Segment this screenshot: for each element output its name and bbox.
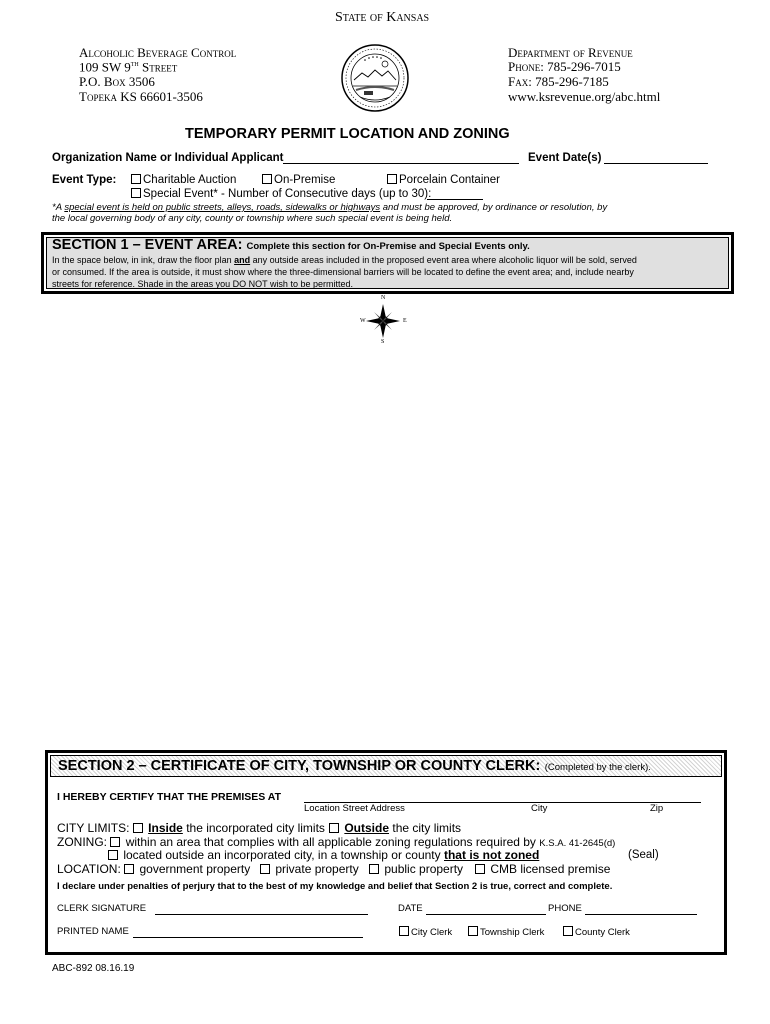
public-property-label: public property — [384, 862, 464, 876]
section-1-line3: streets for reference. Shade in the areas you DO NOT wish to be permitted. — [52, 279, 353, 289]
porcelain-container-label: Porcelain Container — [399, 174, 501, 186]
compass-e: E — [403, 318, 407, 324]
event-dates-label: Event Date(s) — [528, 152, 602, 164]
section-1-heading-row — [52, 237, 530, 253]
checkbox-outside-city-limits[interactable] — [329, 823, 339, 833]
phone-field[interactable] — [585, 903, 697, 915]
phone-label: PHONE — [548, 903, 582, 914]
inside-rest-label: the incorporated city limits — [186, 821, 325, 835]
website-link: www.ksrevenue.org/abc.html — [508, 89, 661, 104]
street-address-sup: th — [130, 59, 139, 68]
phone-number: Phone: 785-296-7015 — [508, 59, 621, 74]
date-field[interactable] — [426, 903, 546, 915]
compass-s: S — [381, 339, 385, 345]
street-address — [79, 59, 177, 75]
footnote-part1: *A — [52, 202, 65, 213]
form-id: ABC-892 08.16.19 — [52, 963, 135, 974]
special-event-label: Special Event* - Number of Consecutive days (up to 30): — [143, 188, 432, 200]
charitable-auction-label: Charitable Auction — [143, 174, 237, 186]
outside-rest-label: the city limits — [392, 821, 462, 835]
section-1-subheading: Complete this section for On-Premise and Special Events only. — [246, 241, 530, 252]
po-box: P.O. Box 3506 — [79, 74, 155, 89]
zoning-row-1 — [57, 835, 615, 849]
clerk-signature-field[interactable] — [155, 903, 368, 915]
checkbox-inside-city-limits[interactable] — [133, 823, 143, 833]
compass-n: N — [381, 295, 386, 301]
private-property-label: private property — [275, 862, 359, 876]
checkbox-zoning-complies[interactable] — [110, 837, 120, 847]
applicant-name-field[interactable] — [283, 152, 519, 164]
zoning-row-2 — [108, 848, 539, 862]
fax-number: Fax: 785-296-7185 — [508, 74, 609, 89]
outside-city-limits-option[interactable] — [329, 821, 461, 835]
checkbox-private-property[interactable] — [260, 864, 270, 874]
date-label: DATE — [398, 903, 423, 914]
zoning-label: ZONING: — [57, 835, 107, 849]
checkbox-on-premise[interactable] — [262, 174, 272, 184]
printed-name-label: PRINTED NAME — [57, 926, 129, 937]
not-zoned-bold: that is not zoned — [443, 848, 540, 862]
location-street-address-caption: Location Street Address — [304, 803, 405, 814]
location-label: LOCATION: — [57, 862, 121, 876]
special-event-footnote — [52, 202, 607, 213]
checkbox-special-event[interactable] — [131, 188, 141, 198]
section-1-line1-bold: and — [234, 255, 251, 265]
event-type-charitable-auction[interactable] — [131, 174, 236, 186]
premises-address-field[interactable] — [304, 791, 701, 803]
event-dates-field[interactable] — [604, 152, 708, 164]
checkbox-charitable-auction[interactable] — [131, 174, 141, 184]
city-state-zip: Topeka KS 66601-3506 — [79, 89, 203, 104]
section-1-heading: SECTION 1 – EVENT AREA: — [52, 237, 243, 253]
footnote-underlined: special event is held on public streets, alleys, roads, sidewalks or highways — [64, 202, 381, 213]
section-1-line2: or consumed. If the area is outside, it must show where the three-dimensional barriers will be located to define the event area; and, include nearby — [52, 267, 634, 277]
city-caption: City — [531, 803, 548, 814]
form-title: TEMPORARY PERMIT LOCATION AND ZONING — [185, 126, 510, 142]
zip-caption: Zip — [650, 803, 664, 814]
zoning-complies-label: within an area that complies with all applicable zoning regulations required by — [125, 835, 536, 849]
location-row — [57, 862, 250, 876]
event-type-on-premise[interactable] — [262, 174, 335, 186]
street-address-part2: Street — [138, 59, 178, 75]
public-property-option[interactable] — [369, 862, 463, 876]
checkbox-government-property[interactable] — [124, 864, 134, 874]
state-title: State of Kansas — [335, 10, 430, 25]
cmb-premise-option[interactable] — [475, 862, 610, 876]
consecutive-days-field[interactable] — [427, 188, 483, 200]
inside-label: Inside — [148, 821, 183, 835]
cmb-premise-label: CMB licensed premise — [490, 862, 611, 876]
checkbox-cmb-licensed-premise[interactable] — [475, 864, 485, 874]
section-2-heading-note: (Completed by the clerk). — [544, 762, 651, 773]
footnote-part3: and must be approved, by ordinance or resolution, by — [380, 202, 608, 213]
section-2-heading: SECTION 2 – CERTIFICATE OF CITY, TOWNSHIP OR COUNTY CLERK: — [58, 758, 541, 774]
section-1-line1 — [52, 255, 637, 265]
applicant-label: Organization Name or Individual Applicant — [52, 152, 284, 164]
not-zoned-label: located outside an incorporated city, in a township or county — [123, 848, 444, 862]
checkbox-county-clerk[interactable] — [563, 926, 573, 936]
ksa-reference: K.S.A. 41-2645(d) — [539, 838, 616, 849]
section-1-line1-pre: In the space below, in ink, draw the floor plan — [52, 255, 235, 265]
checkbox-township-clerk[interactable] — [468, 926, 478, 936]
department-name: Department of Revenue — [508, 45, 633, 60]
county-clerk-label: County Clerk — [575, 927, 630, 938]
printed-name-field[interactable] — [133, 926, 363, 938]
perjury-declaration: I declare under penalties of perjury that to the best of my knowledge and belief that Section 2 is true, correct and complete. — [57, 881, 613, 892]
section-2-heading-row — [58, 757, 651, 775]
event-type-special-event[interactable] — [131, 188, 431, 200]
city-limits-row — [57, 821, 325, 835]
township-clerk-label: Township Clerk — [480, 927, 545, 938]
agency-name: Alcoholic Beverage Control — [79, 45, 237, 60]
section-1-line1-post: any outside areas included in the proposed event area where alcoholic liquor will be sold, served — [250, 255, 637, 265]
seal-label: (Seal) — [628, 849, 659, 861]
county-clerk-option[interactable] — [563, 926, 630, 938]
checkbox-porcelain-container[interactable] — [387, 174, 397, 184]
private-property-option[interactable] — [260, 862, 359, 876]
outside-label: Outside — [344, 821, 390, 835]
township-clerk-option[interactable] — [468, 926, 544, 938]
floor-plan-drawing-area[interactable] — [45, 348, 727, 744]
kansas-state-seal — [340, 40, 410, 116]
footnote-line2: the local governing body of any city, county or township where such special event is being held. — [52, 213, 453, 224]
city-limits-label: CITY LIMITS: — [57, 821, 130, 835]
city-clerk-label: City Clerk — [411, 927, 453, 938]
street-address-part1: 109 SW 9 — [79, 59, 131, 75]
checkbox-not-zoned[interactable] — [108, 850, 118, 860]
checkbox-public-property[interactable] — [369, 864, 379, 874]
event-type-porcelain-container[interactable] — [387, 174, 500, 186]
city-clerk-option[interactable] — [399, 926, 452, 938]
event-type-label: Event Type: — [52, 174, 117, 186]
government-property-label: government property — [139, 862, 251, 876]
clerk-signature-label: CLERK SIGNATURE — [57, 903, 147, 914]
on-premise-label: On-Premise — [274, 174, 336, 186]
compass-w: W — [360, 318, 366, 324]
checkbox-city-clerk[interactable] — [399, 926, 409, 936]
certify-label: I HEREBY CERTIFY THAT THE PREMISES AT — [57, 791, 282, 803]
